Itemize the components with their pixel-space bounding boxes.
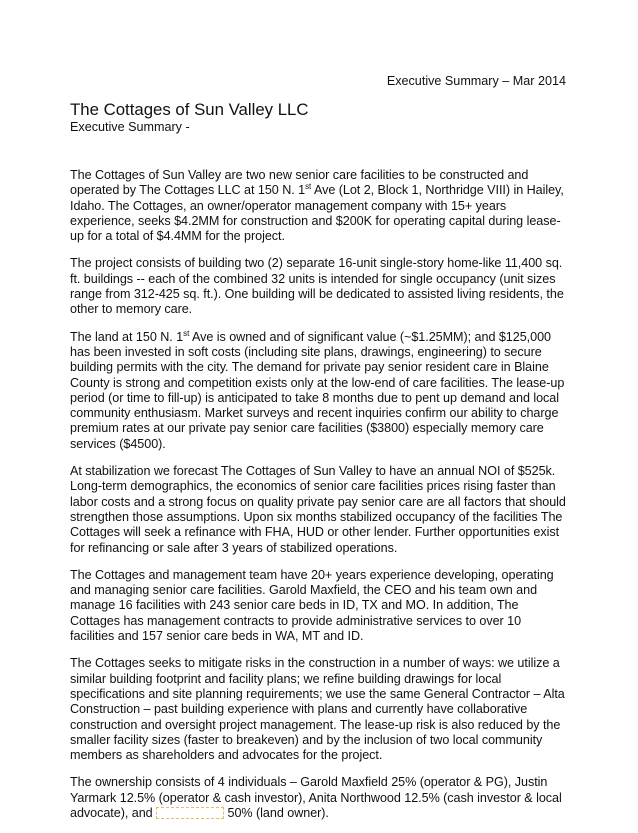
paragraph-ownership: The ownership consists of 4 individuals – Garold Maxfield 25% (operator & PG), Justin Yarmark 12.5% (operator & cash investor), Anita Northwood 12.5% (cash investor & local advocate), and 50% (land owner).	[70, 775, 562, 820]
running-header: Executive Summary – Mar 2014	[386, 74, 566, 88]
paragraph-land-and-demand: The land at 150 N. 1st Ave is owned and of significant value (~$1.25MM); and $125,000 has been invested in soft costs (including site plans, drawings, engineering) to secure building permits with the city. The demand for private pay senior resident care in Blaine County is strong and competition exists only at the low-end of care facilities. The lease-up period (or time to fill-up) is anticipated to take 8 months due to pent up demand and local community enthusiasm. Market surveys and recent inquiries confirm our ability to charge premium rates at our private pay senior care facilities ($3800) especially memory care services ($4500).	[70, 328, 565, 451]
document-subtitle: Executive Summary -	[70, 120, 190, 134]
document-body	[70, 168, 568, 833]
paragraph-stabilization: At stabilization we forecast The Cottages of Sun Valley to have an annual NOI of $525k. Long-term demographics, the economics of senior care facilities prices rising faster than labor costs and a strong focus on quality private pay senior care are all factors that should strengthen those assumptions. Upon six months stabilized occupancy of the facilities The Cottages will seek a refinance with FHA, HUD or other lender. Further opportunities exist for refinancing or sale after 3 years of stabilized operations.	[70, 464, 566, 555]
ordinal-suffix: st	[305, 182, 312, 192]
paragraph-building-description: The project consists of building two (2) separate 16-unit single-story home-like 11,400 sq. ft. buildings -- each of the combined 32 units is intended for single occupancy (unit sizes range from 312-425 sq. ft.). One building will be dedicated to assisted living residents, the other to memory care.	[70, 256, 564, 317]
document-title: The Cottages of Sun Valley LLC	[70, 100, 309, 119]
paragraph-risk-mitigation: The Cottages seeks to mitigate risks in the construction in a number of ways: we utilize a similar building footprint and facility plans; we refine building drawings for local specifications and site planning requirements; we use the same General Contractor – Alta Construction – past building experience with plans and currently have collaborative construction and oversight project management. The lease-up risk is also reduced by the smaller facility sizes (faster to breakeven) and by the inclusion of two local community members as shareholders and advocates for the project.	[70, 656, 565, 763]
paragraph-project-overview: The Cottages of Sun Valley are two new senior care facilities to be constructed and operated by The Cottages LLC at 150 N. 1st Ave (Lot 2, Block 1, Northridge VIII) in Hailey, Idaho. The Cottages, an owner/operator management company with 15+ years experience, seeks $4.2MM for construction and $200K for operating capital during lease-up for a total of $4.4MM for the project.	[70, 168, 564, 244]
redacted-name-box	[156, 807, 224, 819]
paragraph-management-team: The Cottages and management team have 20+ years experience developing, operating and managing senior care facilities. Garold Maxfield, the CEO and his team own and manage 16 facilities with 243 senior care beds in ID, TX and MO. In addition, The Cottages has management contracts to provide administrative services to over 10 facilities and 157 senior care beds in WA, MT and ID.	[70, 567, 554, 644]
ordinal-suffix: st	[183, 328, 190, 338]
